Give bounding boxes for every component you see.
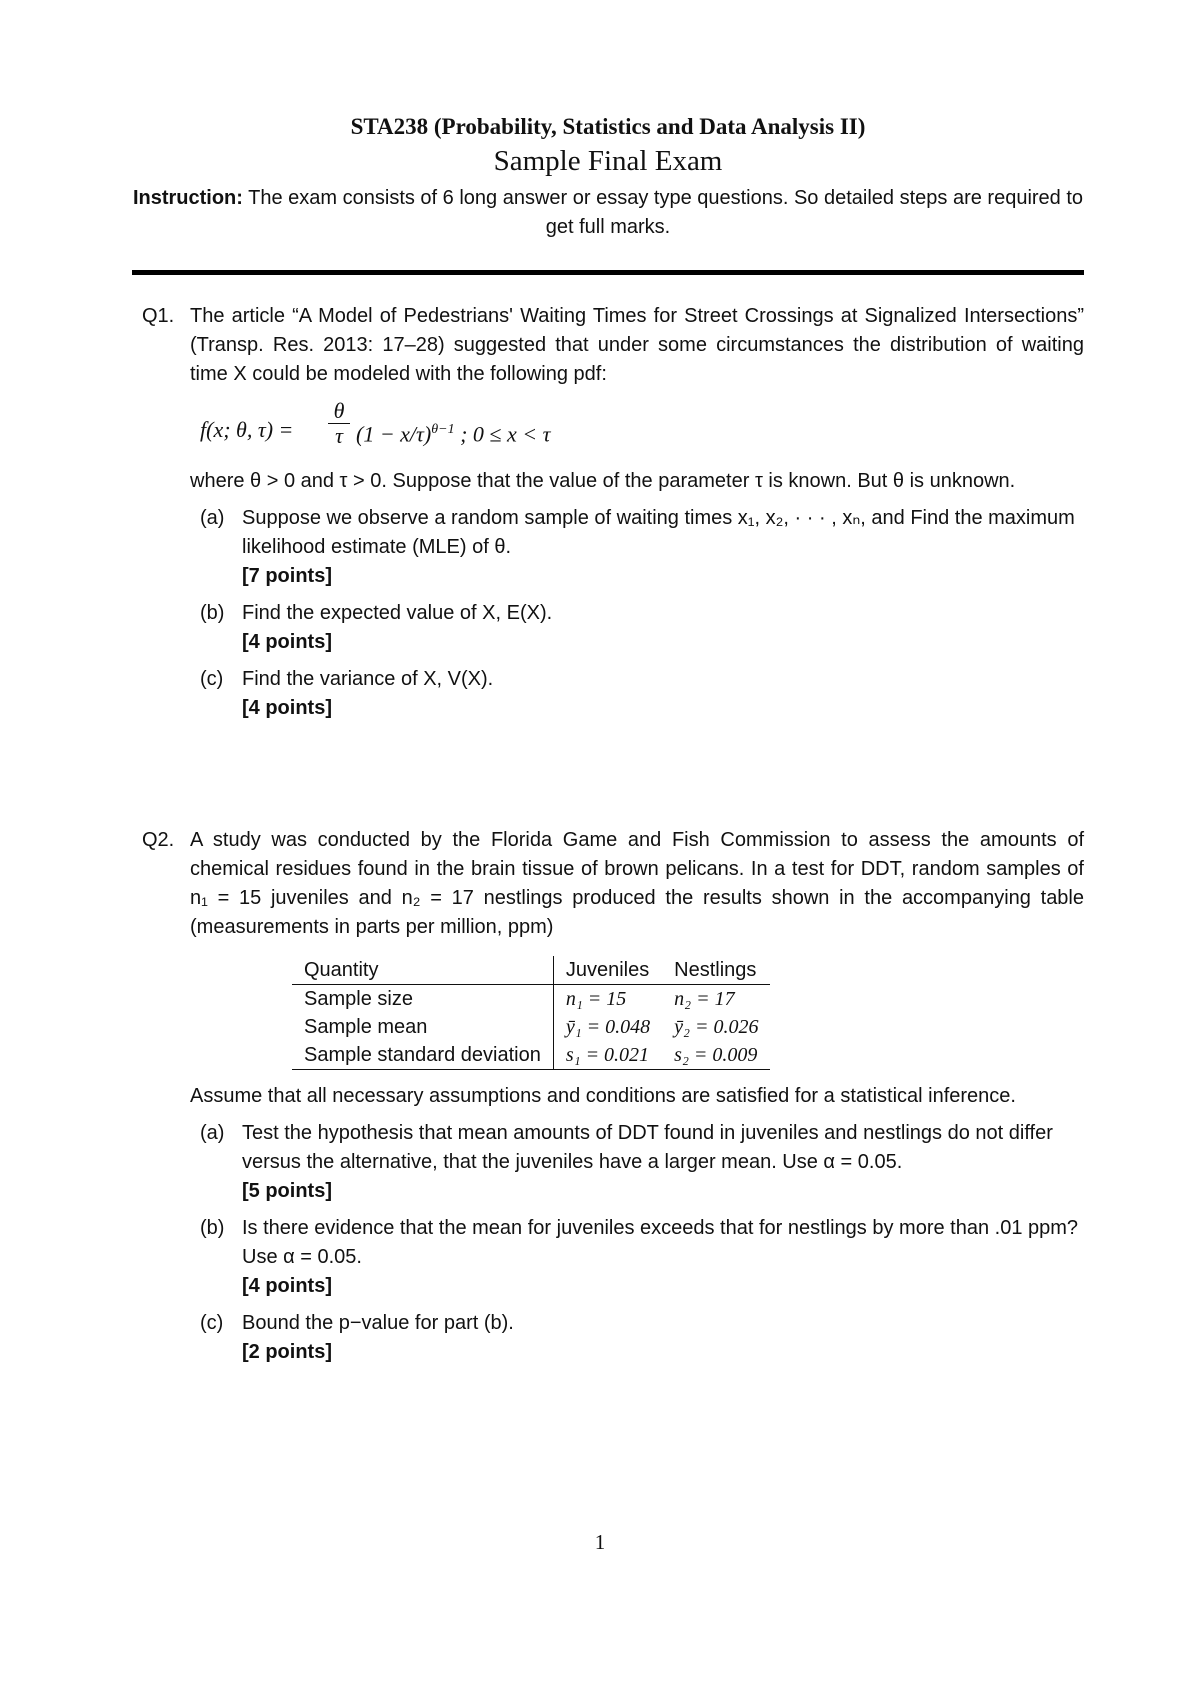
question-parts <box>190 504 1084 723</box>
part-points: [2 points] <box>242 1341 332 1363</box>
part-points: [4 points] <box>242 697 332 719</box>
table-cell: s₁ = 0.021 <box>553 1041 662 1070</box>
instruction-label: Instruction: <box>132 187 243 209</box>
table-row <box>292 1013 770 1041</box>
table-cell: n₂ = 17 <box>674 988 735 1010</box>
assumption-text: Assume that all necessary assumptions and conditions are satisfied for a statistical inference. <box>190 1085 1016 1107</box>
table-cell: Sample standard deviation <box>292 1041 553 1070</box>
question-parts <box>190 1119 1084 1367</box>
part-text: Find the expected value of X, E(X). <box>242 602 553 624</box>
table-cell: ȳ₁ = 0.048 <box>565 1016 651 1038</box>
part-text: Suppose we observe a random sample of waiting times x₁, x₂, · · · , xₙ, and Find the maximum likelihood estimate (MLE) of θ. <box>242 507 1075 558</box>
table-header-cell: Nestlings <box>662 956 770 985</box>
part-a <box>190 1119 1084 1206</box>
question-2 <box>142 826 1084 1375</box>
question-intro: A study was conducted by the Florida Game and Fish Commission to assess the amounts of chemical residues found in the brain tissue of brown pelicans. In a test for DDT, random samples of n₁ = 15 juveniles and n₂ = 17 nestlings produced the results shown in the accompanying table (measurements in parts per million, ppm) <box>190 829 1084 938</box>
part-points: [4 points] <box>242 631 332 653</box>
part-label: (c) <box>200 1312 224 1334</box>
part-label: (b) <box>200 602 225 624</box>
table-cell: n₁ = 15 <box>565 988 627 1010</box>
table-header-row <box>292 956 770 985</box>
formula-base: (1 − x/τ) <box>356 421 432 447</box>
part-label: (c) <box>200 668 224 690</box>
table-row <box>292 985 770 1014</box>
part-b <box>190 1214 1084 1301</box>
exam-title: Sample Final Exam <box>493 145 723 177</box>
pdf-formula <box>200 399 1084 455</box>
part-points: [5 points] <box>242 1180 332 1202</box>
part-label: (a) <box>200 1122 225 1144</box>
question-number: Q1. <box>142 305 175 327</box>
part-label: (b) <box>200 1217 225 1239</box>
part-c <box>190 1309 1084 1367</box>
table-header-cell: Quantity <box>292 956 553 985</box>
formula-lhs: f(x; θ, τ) = <box>200 417 294 442</box>
page-number: 1 <box>594 1530 606 1554</box>
table-cell: ȳ₂ = 0.026 <box>674 1016 759 1038</box>
exam-header <box>132 112 1084 242</box>
formula-denominator: τ <box>328 423 350 448</box>
formula-numerator: θ <box>333 398 345 423</box>
part-text: Is there evidence that the mean for juveniles exceeds that for nestlings by more than .01 ppm? Use α = 0.05. <box>242 1217 1079 1268</box>
instruction-text: The exam consists of 6 long answer or essay type questions. So detailed steps are required to get full marks. <box>248 187 1084 238</box>
part-text: Bound the p−value for part (b). <box>242 1312 514 1334</box>
question-number: Q2. <box>142 829 175 851</box>
table-header-cell: Juveniles <box>553 956 662 985</box>
part-text: Find the variance of X, V(X). <box>242 668 494 690</box>
instruction <box>132 184 1084 242</box>
formula-domain: ; 0 ≤ x < τ <box>460 421 551 447</box>
question-1 <box>142 302 1084 731</box>
table-cell: s₂ = 0.009 <box>662 1041 770 1070</box>
part-b <box>190 599 1084 657</box>
part-points: [7 points] <box>242 565 332 587</box>
part-a <box>190 504 1084 591</box>
table-row <box>292 1041 770 1070</box>
question-intro: The article “A Model of Pedestrians' Waiting Times for Street Crossings at Signalized Intersections” (Transp. Res. 2013: 17–28) suggested that under some circumstances the distribution of waiting time X could be modeled with the following pdf: <box>190 305 1084 385</box>
results-table <box>292 956 770 1070</box>
table-cell: Sample size <box>292 985 553 1014</box>
formula-fraction <box>328 399 350 448</box>
table-cell: Sample mean <box>292 1013 553 1041</box>
part-text: Test the hypothesis that mean amounts of DDT found in juveniles and nestlings do not differ versus the alternative, that the juveniles have a larger mean. Use α = 0.05. <box>242 1122 1053 1173</box>
formula-rhs <box>356 415 550 448</box>
header-rule <box>132 270 1084 275</box>
course-title: STA238 (Probability, Statistics and Data Analysis II) <box>350 114 866 139</box>
part-label: (a) <box>200 507 225 529</box>
part-c <box>190 665 1084 723</box>
part-points: [4 points] <box>242 1275 332 1297</box>
formula-exponent: θ−1 <box>431 422 455 437</box>
parameter-condition: where θ > 0 and τ > 0. Suppose that the value of the parameter τ is known. But θ is unknown. <box>190 470 1016 492</box>
